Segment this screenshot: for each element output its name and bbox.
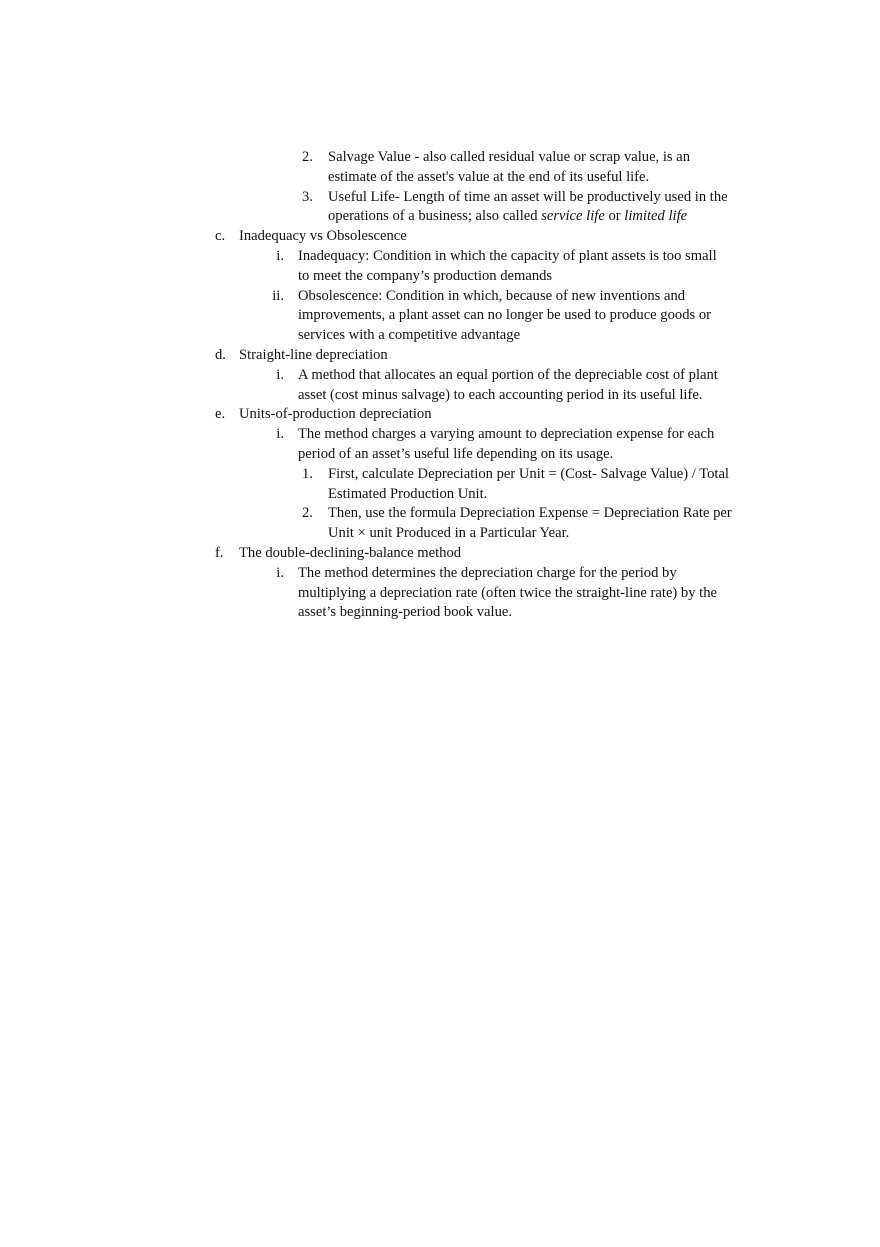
list-item-units-of-production xyxy=(215,405,735,425)
outline-list xyxy=(0,148,880,623)
list-marker: e. xyxy=(215,406,226,423)
list-marker: c. xyxy=(215,228,226,245)
list-marker: ii. xyxy=(272,287,284,304)
italic-term: service life xyxy=(541,208,605,225)
italic-term: limited life xyxy=(624,208,688,225)
list-marker: 2. xyxy=(302,149,313,165)
list-item-double-declining-definition xyxy=(250,564,730,623)
list-item-text: Units-of-production depreciation xyxy=(239,406,432,423)
list-marker: 3. xyxy=(302,188,313,205)
list-marker: f. xyxy=(215,544,224,561)
list-item-text: Straight-line depreciation xyxy=(239,346,388,363)
list-item-text: Obsolescence: Condition in which, because of new inventions and improvements, a plant asset can no longer be used to produce goods or services with a competitive advantage xyxy=(298,287,711,344)
list-item-text: Salvage Value - also called residual value or scrap value, is an estimate of the asset's value at the end of its useful life. xyxy=(328,149,691,185)
list-marker: d. xyxy=(215,346,226,363)
list-item-text: A method that allocates an equal portion of the depreciable cost of plant asset (cost minus salvage) to each accounting period in its useful life. xyxy=(298,366,718,403)
list-item-double-declining xyxy=(215,544,735,564)
list-item-text: Then, use the formula Depreciation Expense = Depreciation Rate per Unit × unit Produced in a Particular Year. xyxy=(328,505,732,542)
list-item-obsolescence xyxy=(250,287,730,346)
text-run: or xyxy=(604,208,625,225)
list-marker: i. xyxy=(276,247,284,264)
list-marker: i. xyxy=(276,564,284,581)
list-item-text xyxy=(328,188,732,228)
list-marker: i. xyxy=(276,426,284,443)
list-item-straight-line-definition xyxy=(250,366,730,406)
list-item-straight-line xyxy=(215,346,735,366)
list-item-step-one xyxy=(302,465,732,505)
list-item-text: The method determines the depreciation charge for the period by multiplying a depreciation rate (often twice the straight-line rate) by the asset’s beginning-period book value. xyxy=(298,564,718,621)
text-run: Useful Life- Length of time an asset will be productively used in the operations of a business; also called xyxy=(328,188,728,225)
list-item-units-of-production-definition xyxy=(250,425,730,465)
list-marker: i. xyxy=(276,366,284,383)
list-item-inadequacy-vs-obsolescence xyxy=(215,227,735,247)
list-item-useful-life xyxy=(302,188,732,228)
list-marker: 2. xyxy=(302,505,313,522)
list-item-text: First, calculate Depreciation per Unit = (Cost- Salvage Value) / Total Estimated Production Unit. xyxy=(328,465,729,502)
list-item-text: Inadequacy: Condition in which the capacity of plant assets is too small to meet the company’s production demands xyxy=(298,247,717,284)
list-item-text: Inadequacy vs Obsolescence xyxy=(239,228,407,245)
list-item-salvage-value xyxy=(302,148,732,188)
list-item-text: The method charges a varying amount to depreciation expense for each period of an asset’s useful life depending on its usage. xyxy=(298,426,715,462)
list-marker: 1. xyxy=(302,465,313,482)
list-item-text: The double-declining-balance method xyxy=(239,544,462,561)
list-item-step-two xyxy=(302,504,732,544)
list-item-inadequacy xyxy=(250,247,730,287)
